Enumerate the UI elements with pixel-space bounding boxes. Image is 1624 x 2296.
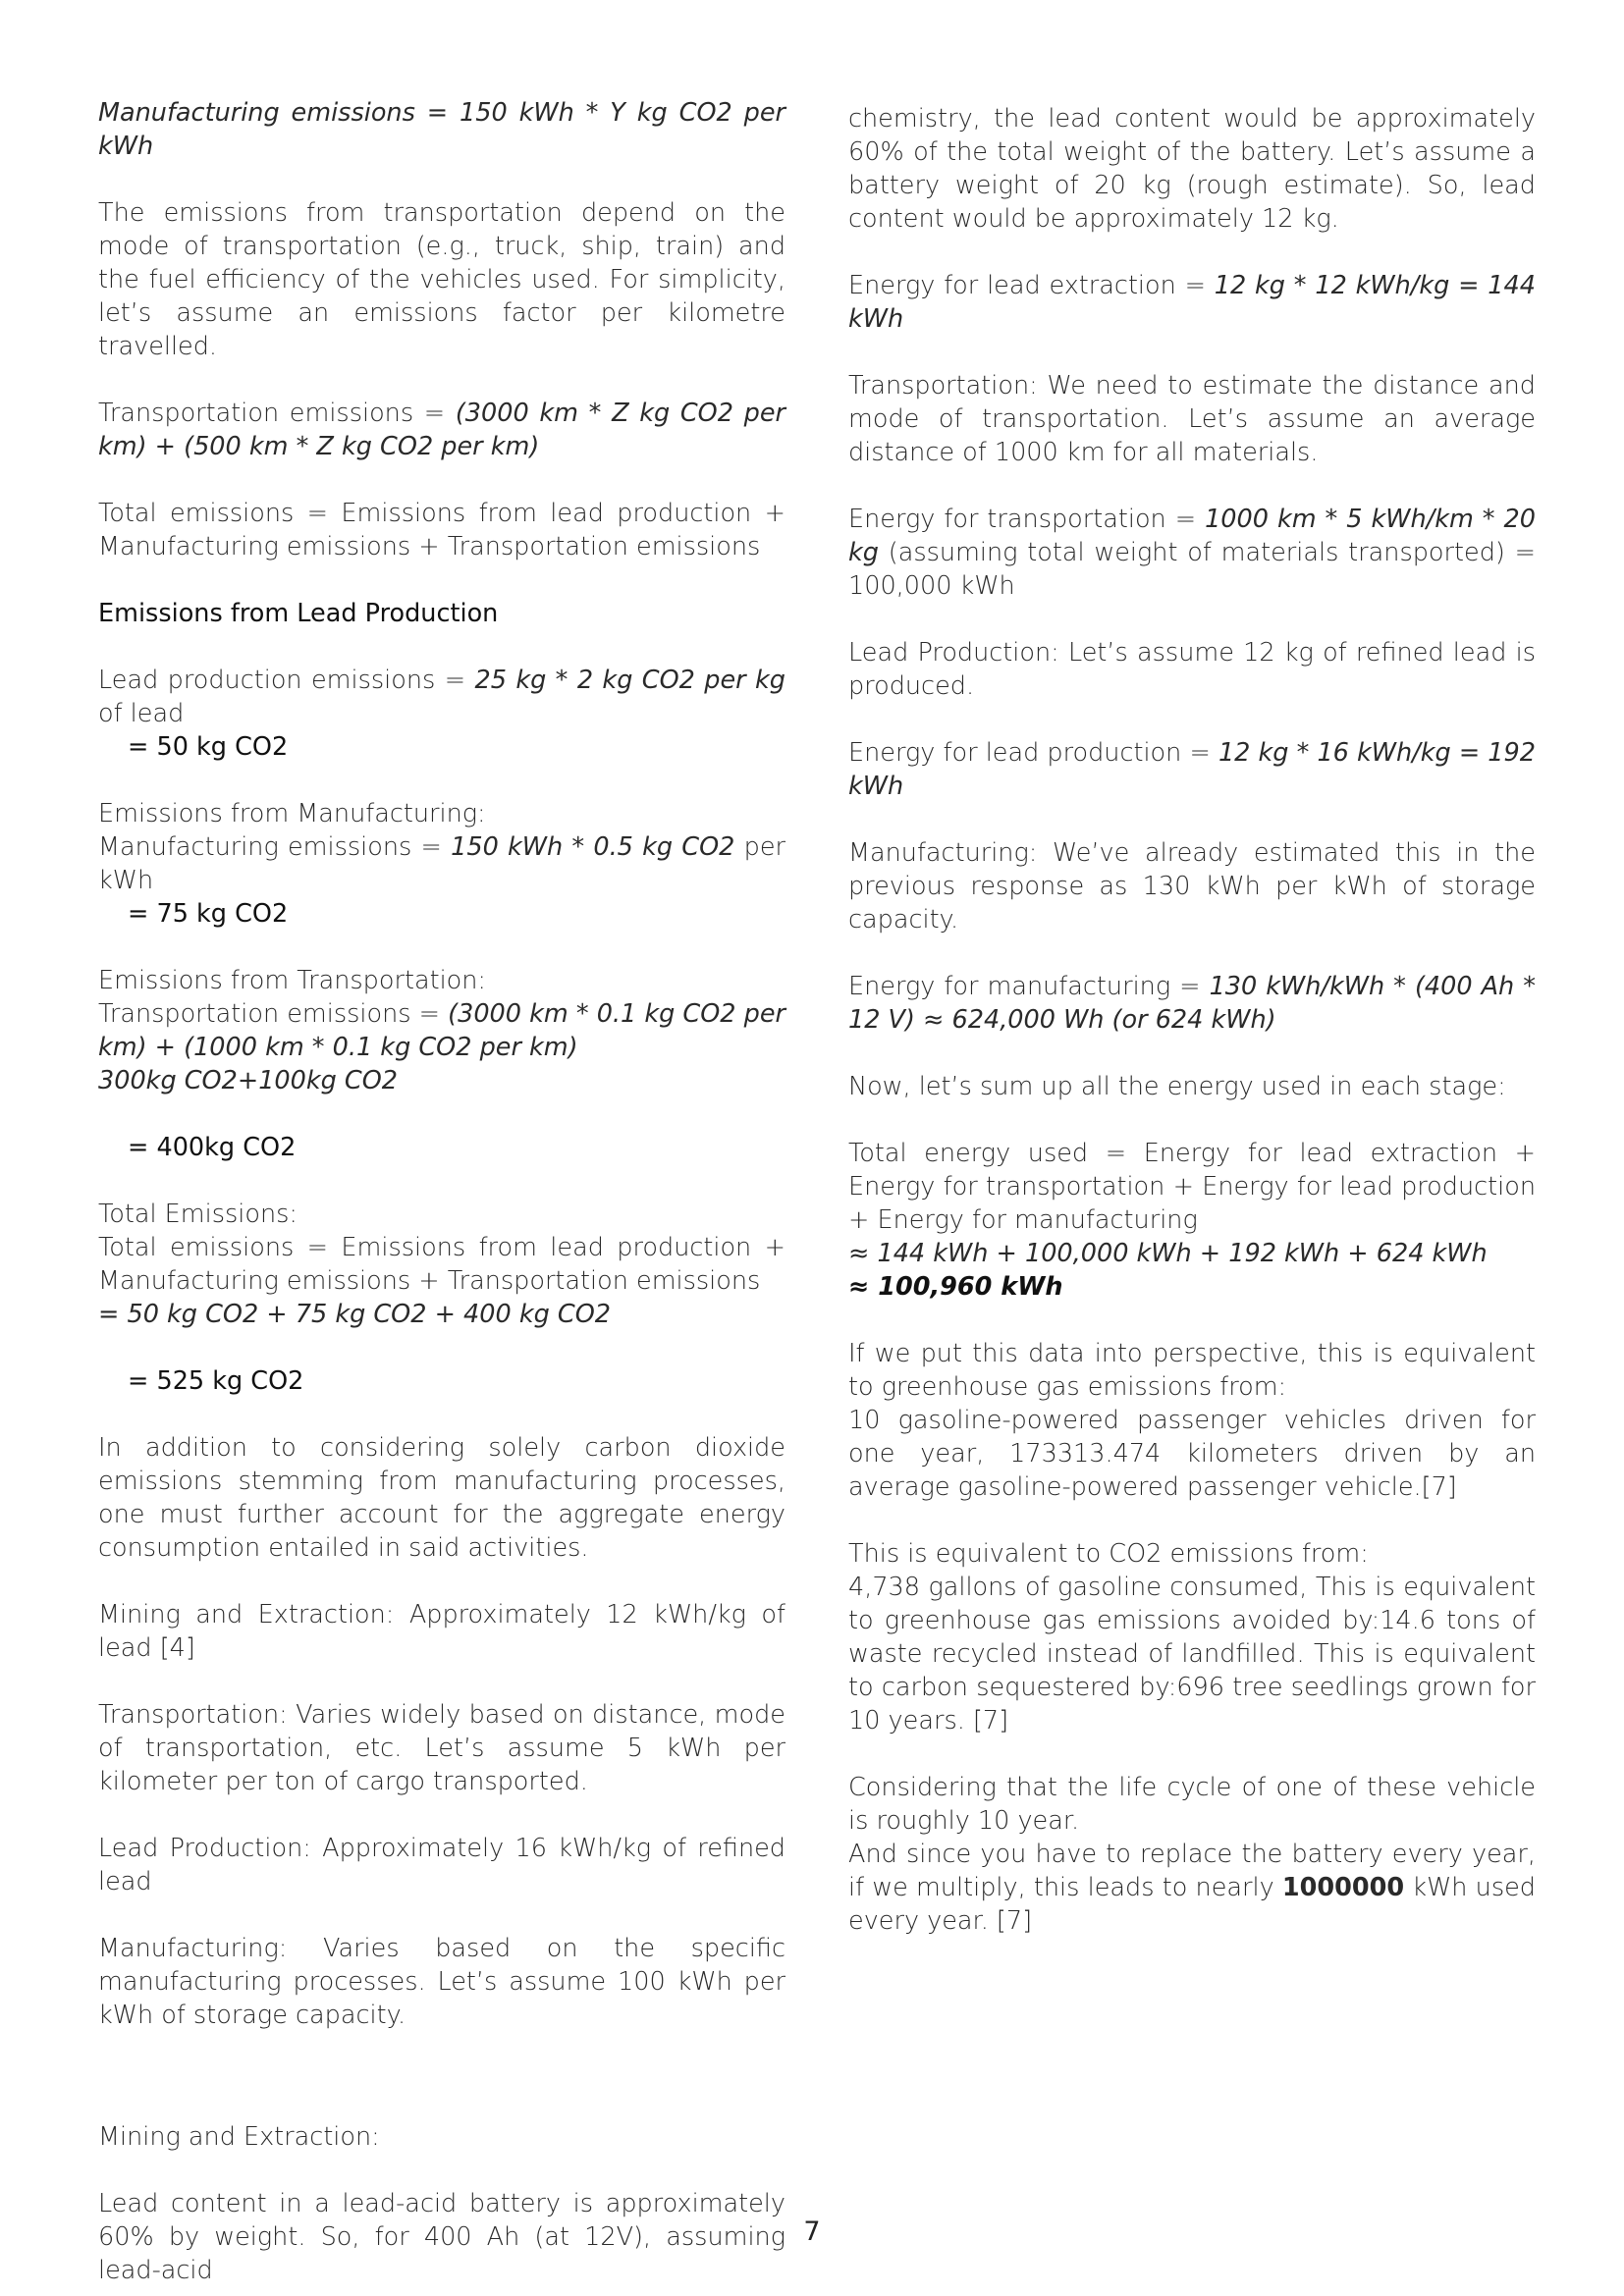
energy-intro: In addition to considering solely carbon dioxide emissions stemming from manufacturing processes, one must further account for the aggregate energy consumption entailed in said activities. xyxy=(98,1433,785,1563)
total-energy-line: Total energy used = Energy for lead extraction + Energy for transportation + Energy for lead production + Energy for manufacturing xyxy=(848,1139,1536,1235)
mfg-line-suffix: per kWh xyxy=(98,832,786,895)
replace-suffix: kWh used every year. [7] xyxy=(848,1873,1536,1936)
transport-intro: The emissions from transportation depend on the mode of transportation (e.g., truck, ship, train) and the fuel efficiency of the vehicles used. For simplicity, let’s assume an emissions factor per kilometre travelled. xyxy=(98,198,785,361)
transport-formula-prefix: Transportation emissions = xyxy=(98,399,456,428)
total-energy-block xyxy=(848,1137,1536,1304)
lead-production-result: = 50 kg CO2 xyxy=(128,732,289,762)
replace-line xyxy=(848,1838,1536,1938)
extraction-expr: 12 kg * 12 kWh/kg = 144 kWh xyxy=(848,271,1536,334)
lead-line-prefix: Lead production emissions = xyxy=(98,666,475,695)
manufacturing-block xyxy=(98,797,785,931)
mfg-line-prefix: Manufacturing emissions = xyxy=(98,832,452,862)
manufacturing-result: = 75 kg CO2 xyxy=(128,899,289,929)
left-column xyxy=(98,96,785,2287)
mining-extraction-heading: Mining and Extraction: xyxy=(98,2122,380,2152)
lead-production-block xyxy=(98,664,785,764)
lifecycle-block xyxy=(848,1771,1536,1938)
total-emissions-expr: = 50 kg CO2 + 75 kg CO2 + 400 kg CO2 xyxy=(98,1300,611,1329)
transportation-sum: 300kg CO2+100kg CO2 xyxy=(98,1066,399,1095)
transportation-heading: Emissions from Transportation: xyxy=(98,966,487,995)
lead-production-paragraph: Lead Production: Let’s assume 12 kg of refined lead is produced. xyxy=(848,638,1536,701)
page-number: 7 xyxy=(803,2216,821,2247)
transportation-energy xyxy=(848,503,1536,603)
lead-extraction-energy xyxy=(848,269,1536,336)
lead-line-expr: 25 kg * 2 kg CO2 per kg xyxy=(474,666,785,695)
manufacturing-item: Manufacturing: Varies based on the specific manufacturing processes. Let’s assume 100 kWh per kWh of storage capacity. xyxy=(98,1934,785,2030)
replace-prefix: And since you have to replace the battery every year, if we multiply, this leads to nearly xyxy=(848,1840,1536,1902)
leadprod-energy-expr: 12 kg * 16 kWh/kg = 192 kWh xyxy=(848,738,1536,801)
trans-line-prefix: Transportation emissions = xyxy=(98,999,449,1029)
manufacturing-heading: Emissions from Manufacturing: xyxy=(98,799,486,828)
mining-item: Mining and Extraction: Approximately 12 kWh/kg of lead [4] xyxy=(98,1600,785,1663)
transportation-block xyxy=(98,964,785,1097)
co2-detail: 4,738 gallons of gasoline consumed, This is equivalent to greenhouse gas emissions avoided by:14.6 tons of waste recycled instead of landfilled. This is equivalent to carbon sequestered by:696 tree seedlings grown for 10 years. [7] xyxy=(848,1573,1536,1735)
total-formula: Total emissions = Emissions from lead production + Manufacturing emissions + Transportation emissions xyxy=(98,499,785,561)
total-energy-result: ≈ 100,960 kWh xyxy=(848,1272,1063,1302)
leadprod-energy-prefix: Energy for lead production = xyxy=(848,738,1218,768)
transportation-result: = 400kg CO2 xyxy=(128,1133,297,1162)
lead-production-item: Lead Production: Approximately 16 kWh/kg of refined lead xyxy=(98,1834,785,1896)
transportation-item: Transportation: Varies widely based on distance, mode of transportation, etc. Let’s assume 5 kWh per kilometer per ton of cargo transported. xyxy=(98,1700,785,1796)
total-emissions-result: = 525 kg CO2 xyxy=(128,1366,304,1396)
manufacturing-energy xyxy=(848,970,1536,1037)
lead-line-suffix: of lead xyxy=(98,699,185,728)
total-emissions-heading: Total Emissions: xyxy=(98,1200,298,1229)
transport-formula-expr: (3000 km * Z kg CO2 per km) + (500 km * Z kg CO2 per km) xyxy=(98,399,785,461)
co2-intro: This is equivalent to CO2 emissions from: xyxy=(848,1539,1369,1569)
lead-production-heading: Emissions from Lead Production xyxy=(98,599,499,628)
manufacturing-formula: Manufacturing emissions = 150 kWh * Y kg CO2 per kWh xyxy=(98,98,785,161)
manufacturing-line xyxy=(98,830,785,897)
lead-content-paragraph-start: Lead content in a lead-acid battery is approximately 60% by weight. So, for 400 Ah (at 12V), assuming lead-acid xyxy=(98,2189,785,2285)
transport-energy-suffix: (assuming total weight of materials transported) = 100,000 kWh xyxy=(848,538,1536,601)
mfg-line-expr: 150 kWh * 0.5 kg CO2 xyxy=(451,832,735,862)
co2-block xyxy=(848,1537,1536,1737)
transport-formula xyxy=(98,397,785,463)
mfg-energy-prefix: Energy for manufacturing = xyxy=(848,972,1210,1001)
lifecycle-line: Considering that the life cycle of one of these vehicle is roughly 10 year. xyxy=(848,1773,1536,1836)
extraction-prefix: Energy for lead extraction = xyxy=(848,271,1215,300)
transportation-line xyxy=(98,997,785,1064)
transportation-paragraph: Transportation: We need to estimate the distance and mode of transportation. Let’s assume an average distance of 1000 km for all materials. xyxy=(848,371,1536,467)
perspective-intro: If we put this data into perspective, this is equivalent to greenhouse gas emissions from: xyxy=(848,1339,1536,1402)
transport-energy-expr: 1000 km * 5 kWh/km * 20 kg xyxy=(848,505,1536,567)
sum-intro: Now, let’s sum up all the energy used in each stage: xyxy=(848,1072,1506,1101)
manufacturing-paragraph: Manufacturing: We’ve already estimated this in the previous response as 130 kWh per kWh of storage capacity. xyxy=(848,838,1536,934)
total-emissions-block xyxy=(98,1198,785,1331)
mfg-energy-expr: 130 kWh/kWh * (400 Ah * 12 V) ≈ 624,000 Wh (or 624 kWh) xyxy=(848,972,1536,1035)
right-column xyxy=(848,102,1536,1971)
trans-line-expr: (3000 km * 0.1 kg CO2 per km) + (1000 km * 0.1 kg CO2 per km) xyxy=(98,999,785,1062)
perspective-block xyxy=(848,1337,1536,1504)
replace-number: 1000000 xyxy=(1281,1873,1405,1902)
total-emissions-line: Total emissions = Emissions from lead production + Manufacturing emissions + Transportation emissions xyxy=(98,1233,785,1296)
perspective-detail: 10 gasoline-powered passenger vehicles driven for one year, 173313.474 kilometers driven by an average gasoline-powered passenger vehicle.[7] xyxy=(848,1406,1536,1502)
lead-production-line xyxy=(98,664,785,730)
transport-energy-prefix: Energy for transportation = xyxy=(848,505,1206,534)
lead-content-paragraph-end: chemistry, the lead content would be approximately 60% of the total weight of the battery. Let’s assume a battery weight of 20 kg (rough estimate). So, lead content would be approximately 12 kg. xyxy=(848,104,1536,234)
lead-production-energy xyxy=(848,736,1536,803)
total-energy-expr: ≈ 144 kWh + 100,000 kWh + 192 kWh + 624 kWh xyxy=(848,1239,1488,1268)
